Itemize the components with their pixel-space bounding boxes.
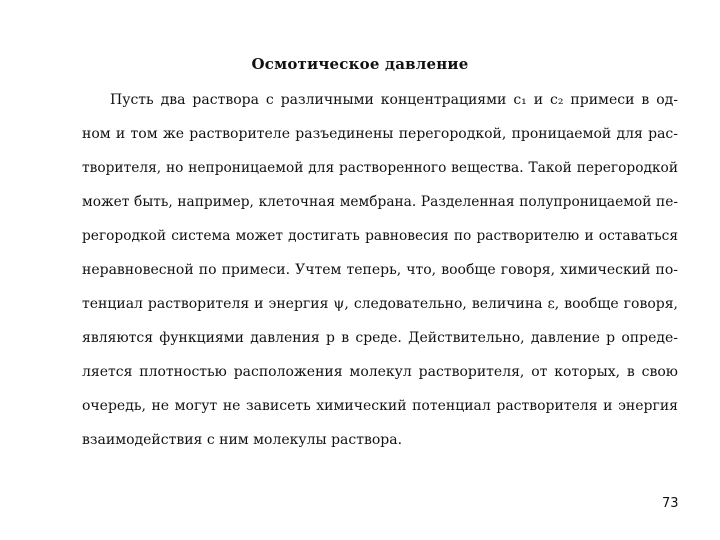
paragraph-line: ляется плотностью расположения молекул растворителя, от которых, в свою (82, 364, 678, 380)
paragraph-line: тенциал растворителя и энергия ψ, следовательно, величина ε, вообще говоря, (82, 296, 678, 312)
paragraph-line: может быть, например, клеточная мембрана. Разделенная полупроницаемой пе- (82, 194, 678, 210)
paragraph-line: творителя, но непроницаемой для растворенного вещества. Такой перегородкой (82, 160, 678, 176)
page-title: Осмотическое давление (251, 55, 469, 73)
paragraph-line: Пусть два раствора с различными концентрациями c₁ и c₂ примеси в од- (110, 92, 678, 108)
paragraph-line: очередь, не могут не зависеть химический потенциал растворителя и энергия (82, 398, 678, 414)
paragraph-line: являются функциями давления p в среде. Действительно, давление p опреде- (82, 330, 678, 346)
paragraph-line: ном и том же растворителе разъединены перегородкой, проницаемой для рас- (82, 126, 678, 142)
paragraph-line: взаимодействия с ним молекулы раствора. (82, 432, 403, 448)
paragraph-line: регородкой система может достигать равновесия по растворителю и оставаться (82, 228, 678, 244)
paragraph-line: неравновесной по примеси. Учтем теперь, что, вообще говоря, химический по- (82, 262, 678, 278)
page-number: 73 (662, 496, 679, 511)
